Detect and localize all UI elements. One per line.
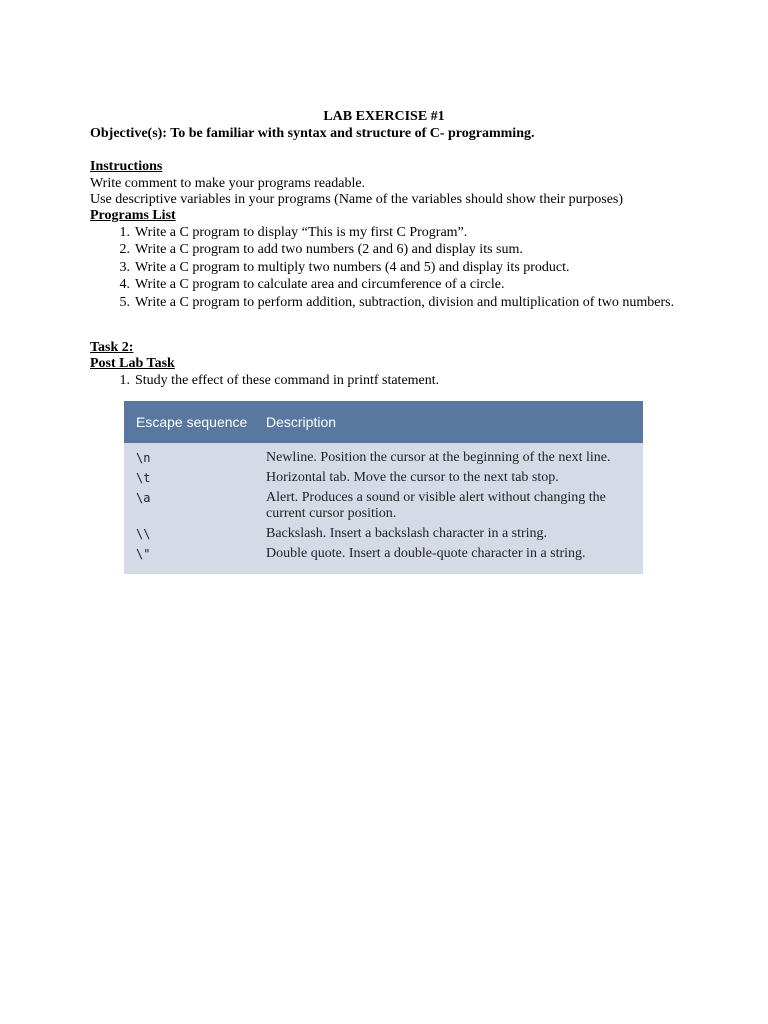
escape-code: \\: [136, 527, 151, 541]
list-number: 1.: [119, 225, 130, 240]
list-number: 3.: [119, 260, 130, 275]
list-number: 1.: [119, 373, 130, 388]
postlab-heading: Post Lab Task: [90, 356, 175, 371]
escape-code: \n: [136, 451, 151, 465]
header-escape-sequence: Escape sequence: [136, 414, 248, 430]
escape-code: \": [136, 547, 151, 561]
page-title: LAB EXERCISE #1: [323, 109, 445, 124]
table-header: [124, 401, 643, 443]
instruction-line: Write comment to make your programs readable.: [90, 176, 366, 191]
instruction-line: Use descriptive variables in your programs (Name of the variables should show their purposes): [90, 192, 624, 207]
list-number: 2.: [119, 242, 130, 257]
escape-description: Newline. Position the cursor at the beginning of the next line.: [266, 450, 611, 465]
list-number: 5.: [119, 295, 130, 310]
header-description: Description: [266, 414, 337, 430]
objective-text: Objective(s): To be familiar with syntax and structure of C- programming.: [90, 126, 535, 141]
escape-description: Alert. Produces a sound or visible alert without changing the current cursor position.: [266, 490, 606, 521]
escape-description: Backslash. Insert a backslash character in a string.: [266, 526, 548, 541]
task2-heading: Task 2:: [90, 340, 134, 355]
list-text: Write a C program to perform addition, subtraction, division and multiplication of two numbers.: [135, 295, 675, 310]
escape-description: Double quote. Insert a double-quote character in a string.: [266, 546, 586, 561]
escape-code: \a: [136, 491, 151, 505]
escape-description: Horizontal tab. Move the cursor to the next tab stop.: [266, 470, 559, 485]
list-text: Write a C program to calculate area and circumference of a circle.: [135, 277, 505, 292]
list-text: Study the effect of these command in printf statement.: [135, 373, 440, 388]
escape-code: \t: [136, 471, 151, 485]
escape-sequence-table: [124, 401, 643, 574]
list-text: Write a C program to add two numbers (2 and 6) and display its sum.: [135, 242, 523, 257]
list-text: Write a C program to display “This is my first C Program”.: [135, 225, 468, 240]
list-number: 4.: [119, 277, 130, 292]
programs-list-heading: Programs List: [90, 208, 176, 223]
list-text: Write a C program to multiply two numbers (4 and 5) and display its product.: [135, 260, 570, 275]
instructions-heading: Instructions: [90, 159, 163, 174]
